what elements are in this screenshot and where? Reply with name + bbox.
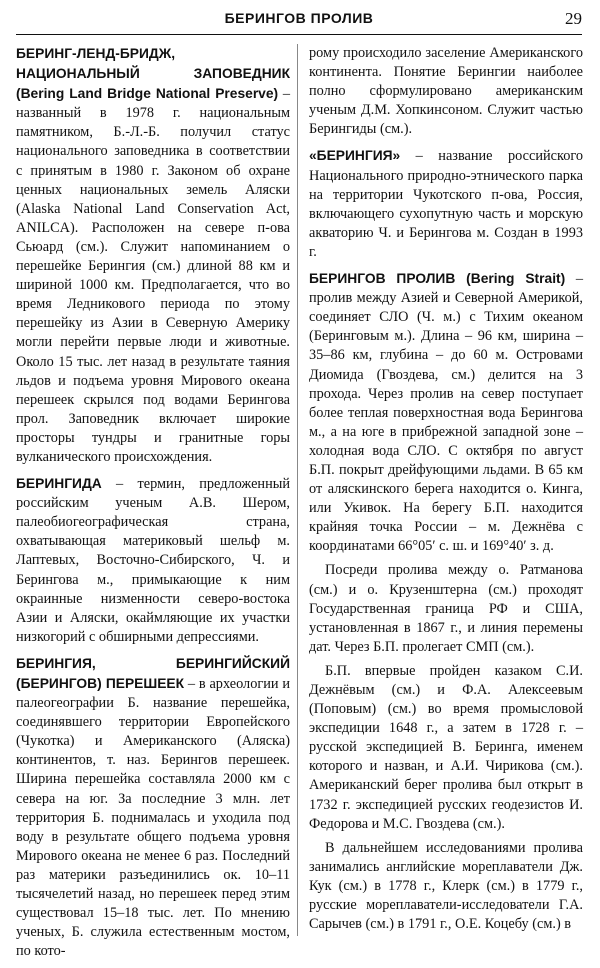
- entry-text: – в археологии и палеогеографии Б. название перешейка, соединявшего территории Европейского (Чукотка) и Американского (Аляска) континентов, т. наз. Берингов перешеек. Ширина перешейка составляла 2000 км с севера на юг. За последние 3 млн. лет территория Б. поднималась и уходила под воду в результате общего подъема уровня Мирового океана не менее 6 раз. Последний раз материки разъединились ок. 10–11 тысячелетий назад, но перешеек перед этим существовал 15–18 тыс. лет. По мнению ученых, Б. служила естественным мостом, по кото-: [16, 676, 290, 960]
- entry-term: БЕРИНГОВ ПРОЛИВ (Bering Strait): [309, 271, 566, 287]
- entry-term: «БЕРИНГИЯ»: [309, 148, 401, 164]
- entry-text: – названный в 1978 г. национальным памятником, Б.-Л.-Б. получил статус национального заповедника в соответствии с принятым в 1980 г. Законом об охране ценных национальных земель Аляски (Alaska National Land Conservation Act, ANILCA). Расположен на севере п-ова Сьюард (см.). Служит напоминанием о перешейке Берингия (см.) длиной 88 км и шириной 1000 км. Предполагается, что во время Ледникового периода по этому перешейку из Азии в Северную Америку могли перейти первые люди и животные. Около 15 тыс. лет назад в результате таяния льдов и подъема уровня Мирового океана перешеек скрылся под водами Берингова прол. Заповедник включает широкие просторы тундры и гранитные горы вулканического происхождения.: [16, 86, 290, 465]
- page-number: 29: [565, 9, 582, 28]
- entry-beringia-park: [309, 146, 583, 262]
- entry-paragraph: В дальнейшем исследованиями пролива занимались английские мореплаватели Дж. Кук (см.) в 1778 г., Клерк (см.) в 1779 г., русские мореплаватели-исследователи Г.А. Сарычев (см.) в 1791 г., О.Е. Коцебу (см.) в: [309, 839, 583, 933]
- entry-bering-strait: [309, 269, 583, 934]
- entry-beringia-isthmus-continued: [309, 44, 583, 139]
- entry-term: БЕРИНГИДА: [16, 476, 102, 492]
- entry-text: – название российского Национального природно-этнического парка на территории Чукотского п-ова, Россия, включающего сухопутную часть и морскую акваторию Ч. и Берингова м. Создан в 1993 г.: [309, 148, 583, 260]
- entry-text: – пролив между Азией и Северной Америкой, соединяет СЛО (Ч. м.) с Тихим океаном (Беринговым м.). Длина – 96 км, ширина – 35–86 км, глубина – до 60 м. Островами Диомида (Гвоздева, см.) делится на 3 прохода. Через пролив на север поступает более теплая поверхностная вода Берингова м., а на юге в прибрежной западной зоне – холодная вода СЛО. С октября по август Б.П. покрыт дрейфующими льдами. В 65 км от аляскинского берега находится о. Кинга, или Укивок. На берегу Б.П. находится крайняя точка России – м. Дежнёва с координатами 66°05′ с. ш. и 169°40′ з. д.: [309, 271, 583, 555]
- entry-term: БЕРИНГИЯ, БЕРИНГИЙСКИЙ (БЕРИНГОВ) ПЕРЕШЕЕК: [16, 655, 290, 691]
- entry-text: рому происходило заселение Американского континента. Понятие Берингии наиболее полно сформулировано американским ученым Д.М. Хопкинсоном. Служит частью Берингиды (см.).: [309, 45, 583, 138]
- entry-beringida: [16, 474, 290, 647]
- entry-paragraph: Посреди пролива между о. Ратманова (см.) и о. Крузенштерна (см.) проходят Государственная граница РФ и США, установленная в 1867 г., и линия перемены дат. Через Б.П. пролегает СМП (см.).: [309, 562, 583, 655]
- column-divider: [297, 44, 298, 936]
- page-header: [16, 10, 582, 32]
- right-column: [309, 44, 583, 939]
- running-title: БЕРИНГОВ ПРОЛИВ: [224, 10, 374, 26]
- header-rule: [16, 34, 582, 35]
- left-column: [16, 44, 290, 968]
- entry-bering-land-bridge: [16, 44, 290, 467]
- entry-text: – термин, предложенный российским ученым А.В. Шером, палеобиогеографическая страна, охватывающая материковый шельф м. Лаптевых, Восточно-Сибирского, Ч. и Берингова м., примыкающие к ним окраинные низменности северо-востока Азии и Аляски, окаймляющие их участки низкогорий с обширными депрессиями.: [16, 476, 290, 645]
- entry-paragraph: Б.П. впервые пройден казаком С.И. Дежнёвым (см.) и Ф.А. Алексеевым (Поповым) (см.) во время промысловой экспедиции 1648 г., а затем в 1728 г. – русской экспедицией В. Беринга, именем которого и назван, и А.И. Чирикова (см.). Американский берег пролива был открыт в 1732 г. экспедицией русских геодезистов И. Федорова и М.С. Гвоздева (см.).: [309, 662, 583, 832]
- entry-beringia-isthmus: [16, 654, 290, 962]
- entry-term: БЕРИНГ-ЛЕНД-БРИДЖ, НАЦИОНАЛЬНЫЙ ЗАПОВЕДНИК (Bering Land Bridge National Preserve): [16, 46, 290, 102]
